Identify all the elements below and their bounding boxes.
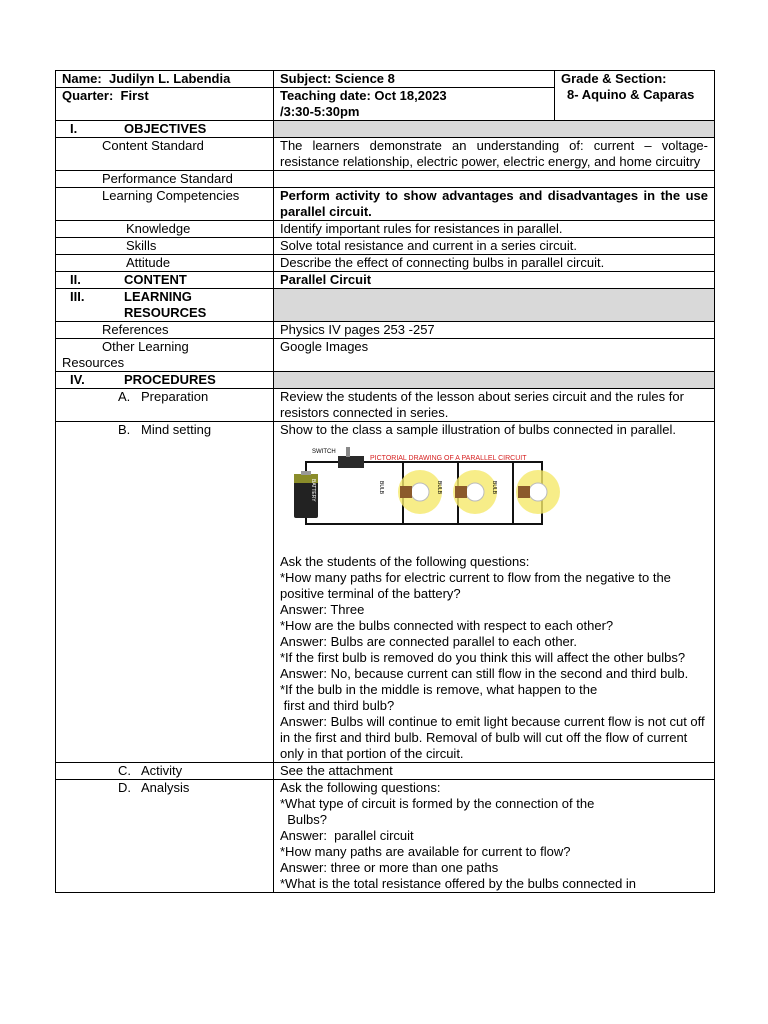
other-resources-label-line2: Resources [62, 355, 125, 370]
mind-setting-intro: Show to the class a sample illustration of bulbs connected in parallel. [280, 422, 676, 437]
grade-label: Grade & Section: [561, 71, 667, 86]
name-label: Name: [62, 71, 102, 86]
objectives-heading-row [56, 121, 715, 138]
bulb-label: BULB [436, 481, 442, 495]
grade-value: 8- Aquino & Caparas [567, 87, 695, 102]
other-resources-label-line1: Other Learning [102, 339, 189, 354]
other-resources-label [56, 339, 274, 372]
bulb-icon [516, 470, 560, 514]
mind-setting-line: Answer: No, because current can still flow in the second and third bulb. [280, 666, 689, 681]
teaching-date-cell [274, 88, 555, 121]
knowledge-value: Identify important rules for resistances in parallel. [274, 221, 715, 238]
teaching-date-line1: Teaching date: Oct 18,2023 [280, 88, 447, 103]
preparation-row [56, 389, 715, 422]
preparation-label [56, 389, 274, 422]
activity-label [56, 763, 274, 780]
analysis-value [274, 780, 715, 893]
mind-setting-row [56, 422, 715, 763]
resources-heading [56, 289, 274, 322]
analysis-label [56, 780, 274, 893]
quarter-value: First [120, 88, 149, 103]
grade-section-cell [555, 71, 715, 121]
performance-standard-label: Performance Standard [56, 171, 274, 188]
resources-shade [274, 289, 715, 322]
content-row [56, 272, 715, 289]
teaching-date-line2: /3:30-5:30pm [280, 104, 360, 119]
procedures-heading [56, 372, 274, 389]
bulb-icon [453, 470, 497, 514]
analysis-line: Ask the following questions: [280, 780, 441, 795]
mind-setting-line: Answer: Three [280, 602, 365, 617]
mind-setting-line: Ask the students of the following questions: [280, 554, 530, 569]
analysis-line: Answer: three or more than one paths [280, 860, 499, 875]
mind-setting-label [56, 422, 274, 763]
learning-competencies-value: Perform activity to show advantages and disadvantages in the use parallel circuit. [274, 188, 715, 221]
analysis-line: *What is the total resistance offered by the bulbs connected in [280, 876, 637, 891]
subject-cell: Subject: Science 8 [274, 71, 555, 88]
content-title: CONTENT [124, 272, 187, 287]
procedures-title: PROCEDURES [124, 372, 216, 387]
performance-standard-value [274, 171, 715, 188]
preparation-label-text: Preparation [141, 389, 209, 404]
activity-label-text: Activity [141, 763, 183, 778]
mind-setting-line: *How are the bulbs connected with respect to each other? [280, 618, 614, 633]
mind-setting-line: Answer: Bulbs are connected parallel to each other. [280, 634, 578, 649]
analysis-row [56, 780, 715, 893]
procedures-num: IV. [70, 372, 85, 387]
performance-standard-row [56, 171, 715, 188]
objectives-heading [56, 121, 274, 138]
bulb-label: BULB [378, 481, 384, 495]
preparation-letter: A. [118, 389, 131, 404]
bulb-label: BULB [491, 481, 497, 495]
mind-setting-label-text: Mind setting [141, 422, 212, 437]
name-cell [56, 71, 274, 88]
procedures-heading-row [56, 372, 715, 389]
objectives-shade [274, 121, 715, 138]
content-standard-row [56, 138, 715, 171]
resources-title-line1: LEARNING [124, 289, 192, 304]
attitude-label: Attitude [56, 255, 274, 272]
objectives-title: OBJECTIVES [124, 121, 207, 136]
lesson-plan-table [55, 70, 715, 893]
diagram-title: PICTORIAL DRAWING OF A PARALLEL CIRCUIT [370, 455, 527, 462]
resources-title-line2: RESOURCES [124, 305, 207, 320]
mind-setting-letter: B. [118, 422, 131, 437]
skills-value: Solve total resistance and current in a series circuit. [274, 238, 715, 255]
resources-num: III. [70, 289, 85, 304]
quarter-label: Quarter: [62, 88, 114, 103]
content-value: Parallel Circuit [274, 272, 715, 289]
parallel-circuit-diagram [280, 444, 580, 534]
references-value: Physics IV pages 253 -257 [274, 322, 715, 339]
quarter-cell [56, 88, 274, 121]
battery-label: BATTERY [310, 479, 316, 502]
mind-setting-line: first and third bulb? [280, 698, 395, 713]
analysis-letter: D. [118, 780, 131, 795]
analysis-line: Bulbs? [280, 812, 327, 827]
switch-label: SWITCH [312, 449, 336, 455]
teacher-name: Judilyn L. Labendia [108, 71, 231, 86]
learning-competencies-label: Learning Competencies [56, 188, 274, 221]
mind-setting-line: *How many paths for electric current to flow from the negative to the positive terminal of the battery? [280, 570, 671, 601]
knowledge-row [56, 221, 715, 238]
objectives-num: I. [70, 121, 78, 136]
activity-letter: C. [118, 763, 131, 778]
knowledge-label: Knowledge [56, 221, 274, 238]
skills-label: Skills [56, 238, 274, 255]
mind-setting-value [274, 422, 715, 763]
skills-row [56, 238, 715, 255]
activity-value: See the attachment [274, 763, 715, 780]
references-label: References [56, 322, 274, 339]
other-resources-value: Google Images [274, 339, 715, 372]
learning-competencies-row [56, 188, 715, 221]
activity-row [56, 763, 715, 780]
bulb-icon [398, 470, 442, 514]
content-heading [56, 272, 274, 289]
mind-setting-line: Answer: Bulbs will continue to emit light because current flow is not cut off in the first and third bulb. Removal of bulb will cut off the flow of current only in that portion of the circuit. [280, 714, 705, 761]
attitude-row [56, 255, 715, 272]
switch-icon [338, 447, 364, 468]
resources-heading-row [56, 289, 715, 322]
mind-setting-line: *If the first bulb is removed do you think this will affect the other bulbs? [280, 650, 686, 665]
attitude-value: Describe the effect of connecting bulbs in parallel circuit. [274, 255, 715, 272]
other-resources-row [56, 339, 715, 372]
procedures-shade [274, 372, 715, 389]
content-standard-label: Content Standard [56, 138, 274, 171]
preparation-value: Review the students of the lesson about series circuit and the rules for resistors connected in series. [274, 389, 715, 422]
analysis-label-text: Analysis [141, 780, 190, 795]
resources-title [124, 289, 206, 321]
header-row-1 [56, 71, 715, 88]
mind-setting-line: *If the bulb in the middle is remove, what happen to the [280, 682, 598, 697]
content-num: II. [70, 272, 81, 287]
analysis-line: *How many paths are available for current to flow? [280, 844, 571, 859]
analysis-line: *What type of circuit is formed by the connection of the [280, 796, 595, 811]
analysis-line: Answer: parallel circuit [280, 828, 414, 843]
content-standard-value: The learners demonstrate an understanding of: current – voltage-resistance relationship, electric power, electric energy, and home circuitry [274, 138, 715, 171]
references-row [56, 322, 715, 339]
